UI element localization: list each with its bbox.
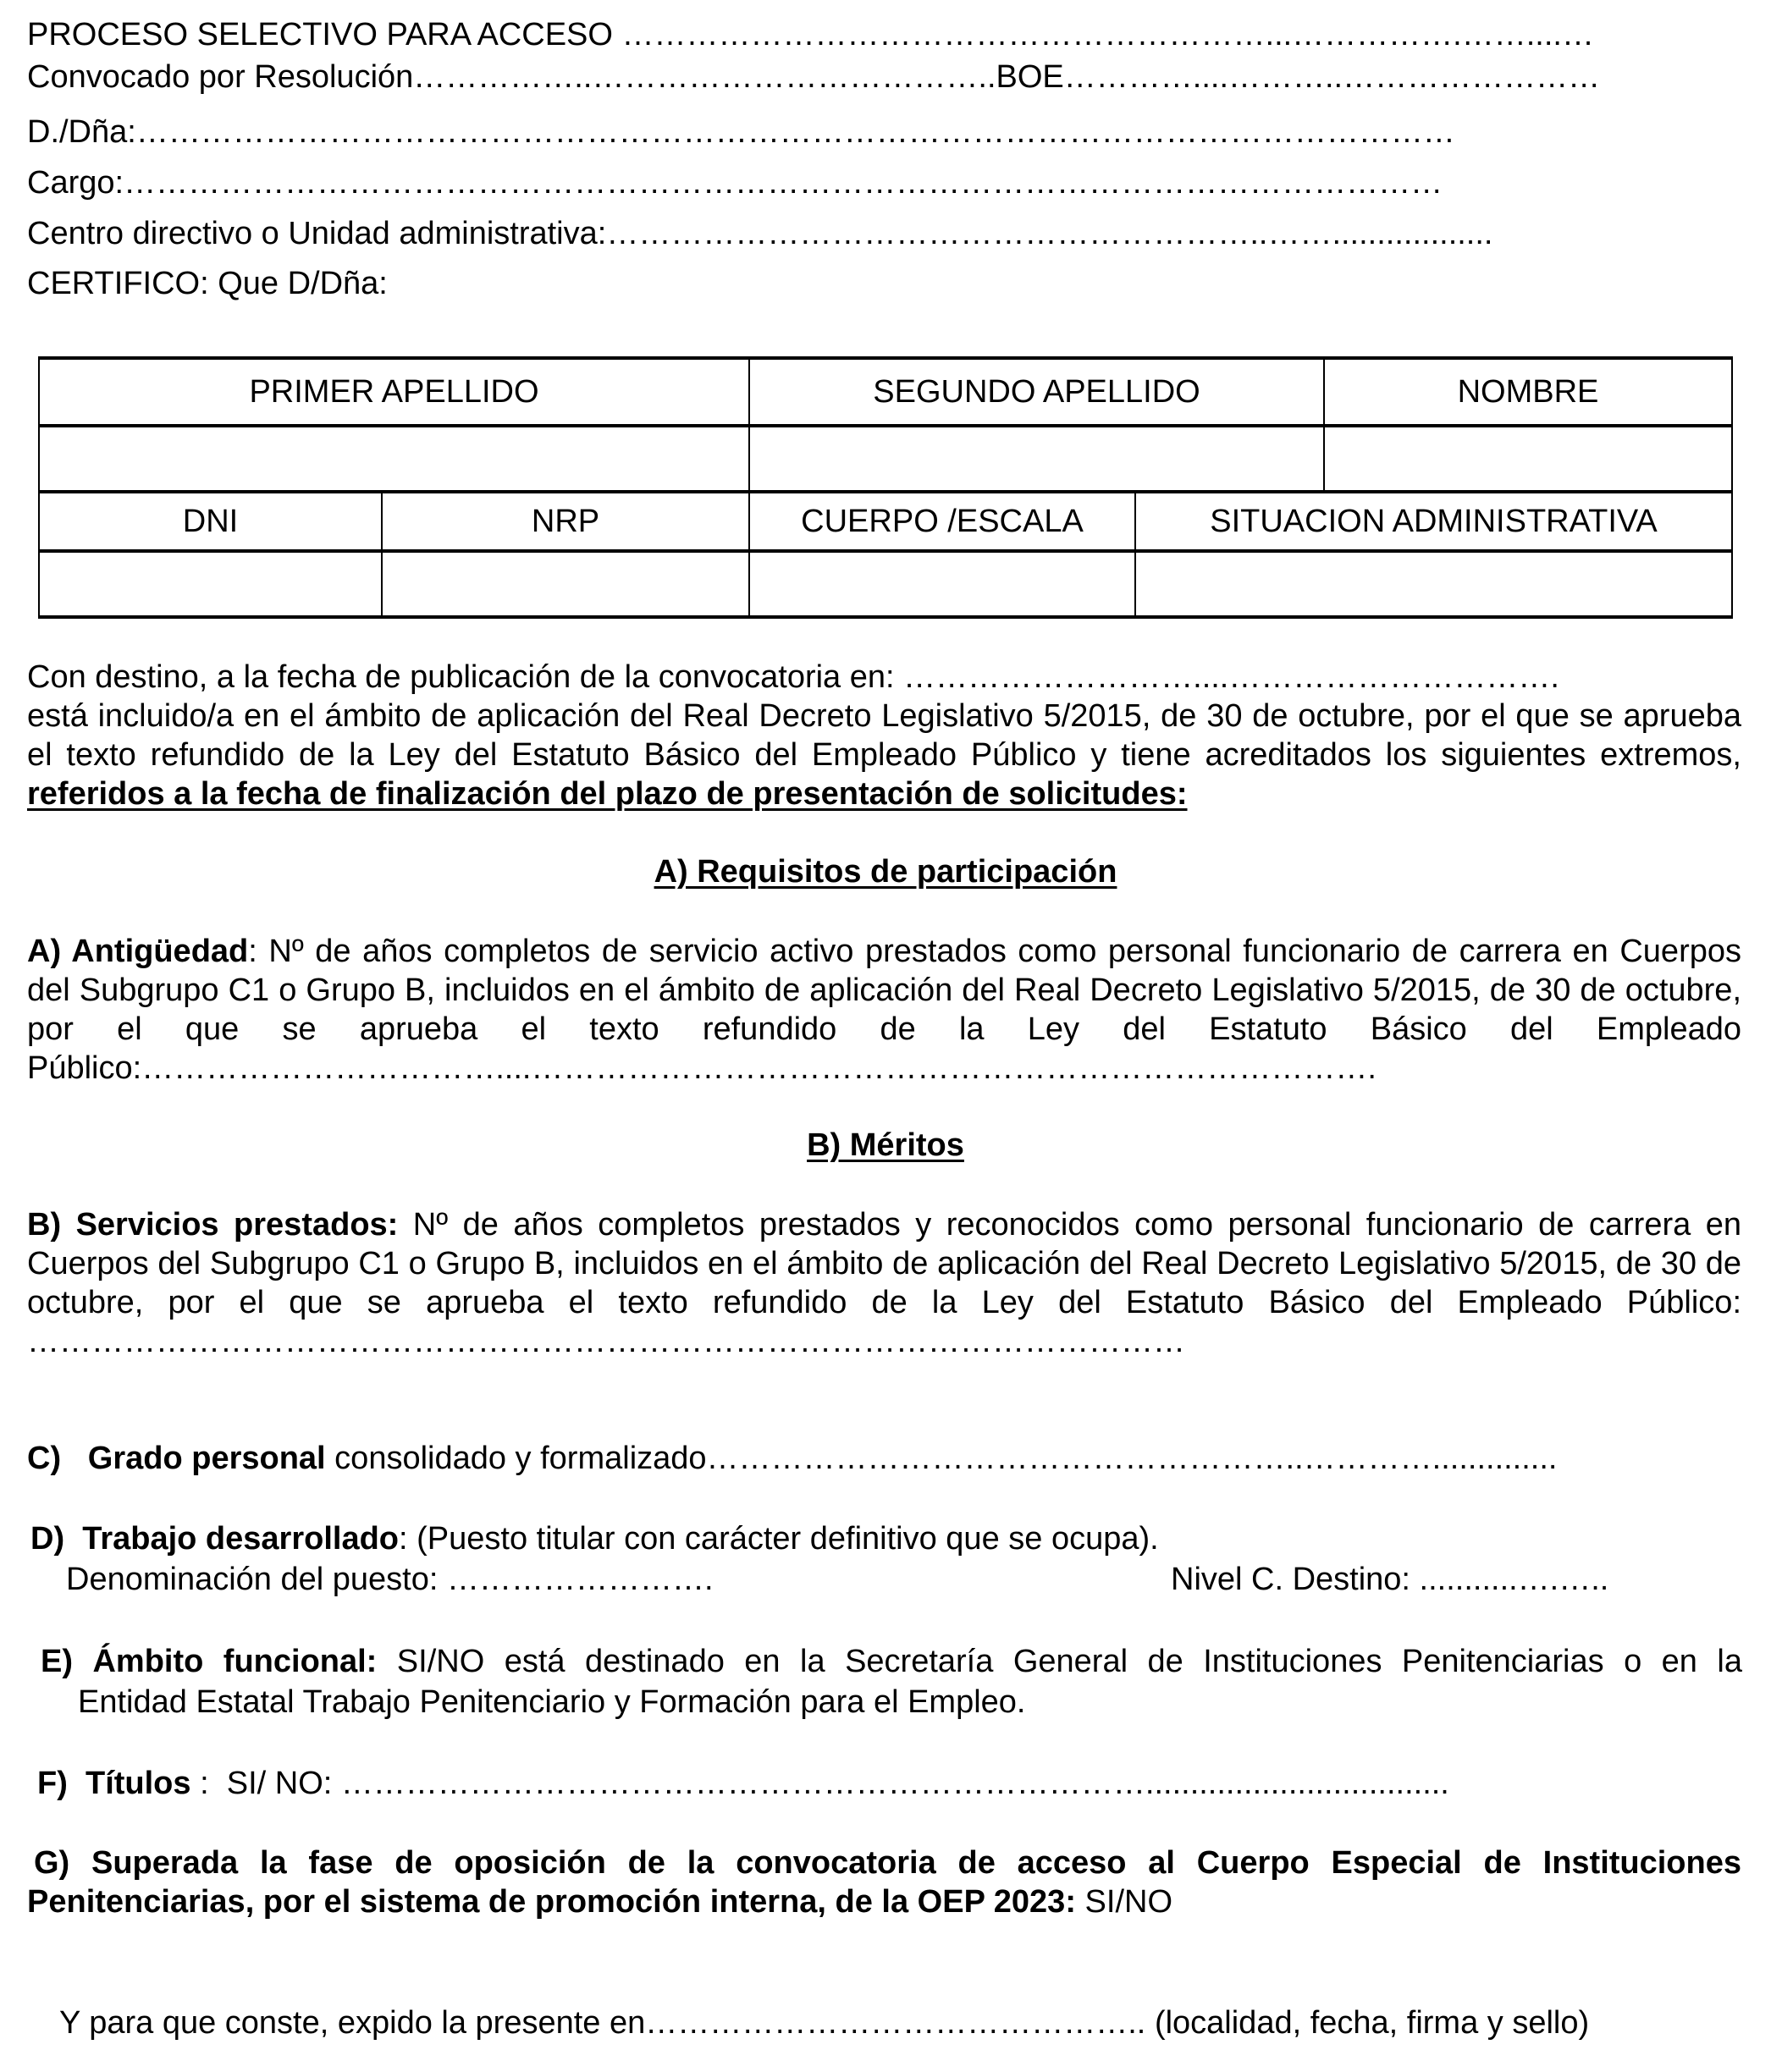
denominacion-field[interactable]: ……………………. bbox=[446, 1562, 714, 1597]
boe-field[interactable]: …………....………..…………………… bbox=[1063, 59, 1601, 95]
grado-label: C) Grado personal bbox=[27, 1441, 326, 1476]
antiguedad-text: : Nº de años completos de servicio activo prestados como personal funcionario de carrera en Cuerpos del Subgrupo C1 o Grupo B, incluidos en el ámbito de aplicación del Real Decreto Legislativo 5/2015, de 30 de octubre, por el que se aprueba el texto refundido de la Ley del Estatuto Básico del Empleado Público: bbox=[27, 934, 1741, 1086]
grado-text: consolidado y formalizado bbox=[325, 1441, 707, 1476]
oposicion-answer[interactable]: SI/NO bbox=[1075, 1884, 1173, 1920]
grado-personal-line bbox=[27, 1439, 1557, 1478]
ambito-text: SI/NO está destinado en la Secretaría General de Instituciones Penitenciarias o en la bbox=[377, 1644, 1742, 1679]
antiguedad-label: A) Antigüedad bbox=[27, 934, 249, 969]
identification-table bbox=[38, 356, 1733, 619]
destino-emphasis: referidos a la fecha de finalización del plazo de presentación de solicitudes: bbox=[27, 776, 1188, 812]
nivel-label: Nivel C. Destino: bbox=[1171, 1562, 1420, 1597]
cargo-label: Cargo: bbox=[27, 165, 124, 201]
header-nrp: NRP bbox=[382, 492, 749, 551]
servicios-text: Nº de años completos prestados y reconocidos como personal funcionario de carrera en Cuerpos del Subgrupo C1 o Grupo B, incluidos en el ámbito de aplicación del Real Decreto Legislativo 5/2015, de 30 de octubre, por el que se aprueba el texto refundido de la Ley del Estatuto Básico del Empleado Público: bbox=[27, 1207, 1741, 1320]
expido-line bbox=[59, 2003, 1589, 2042]
servicios-paragraph bbox=[27, 1205, 1741, 1361]
titulos-label: F) Títulos bbox=[37, 1766, 191, 1801]
servicios-field[interactable]: ……………………………………………………………………………………………… bbox=[27, 1324, 1185, 1359]
ambito-funcional-line bbox=[41, 1642, 1742, 1681]
table-row bbox=[39, 426, 1732, 492]
titulos-field[interactable]: ………………………………………………………………….................................. bbox=[340, 1766, 1449, 1801]
ambito-label: E) Ámbito funcional: bbox=[41, 1644, 378, 1679]
centro-field[interactable]: ……………………………………………………..…….................. bbox=[606, 216, 1493, 251]
destino-paragraph bbox=[27, 697, 1741, 813]
header-nombre: NOMBRE bbox=[1324, 358, 1732, 426]
cargo-field[interactable]: …………………………………………………………………………………………………………… bbox=[124, 165, 1443, 201]
expido-hint: (localidad, fecha, firma y sello) bbox=[1154, 2005, 1590, 2041]
cargo-line bbox=[27, 163, 1443, 202]
nivel-destino-line bbox=[1171, 1560, 1608, 1599]
proceso-selectivo-line bbox=[27, 15, 1594, 54]
trabajo-text: : (Puesto titular con carácter definitivo que se ocupa). bbox=[399, 1521, 1159, 1557]
titulos-line bbox=[37, 1764, 1449, 1803]
header-segundo-apellido: SEGUNDO APELLIDO bbox=[749, 358, 1324, 426]
destino-field[interactable]: ………………………....…………………………. bbox=[894, 659, 1559, 695]
servicios-label: B) Servicios prestados: bbox=[27, 1207, 399, 1243]
expido-field[interactable]: ……………………………………….. bbox=[645, 2005, 1155, 2041]
header-primer-apellido: PRIMER APELLIDO bbox=[39, 358, 749, 426]
certifico-line bbox=[27, 264, 388, 303]
table-header-row bbox=[39, 492, 1732, 551]
centro-label: Centro directivo o Unidad administrativa: bbox=[27, 216, 607, 251]
nrp-cell[interactable] bbox=[382, 551, 749, 617]
dni-cell[interactable] bbox=[39, 551, 382, 617]
proceso-label: PROCESO SELECTIVO PARA ACCESO bbox=[27, 17, 613, 52]
convocado-line bbox=[27, 58, 1600, 96]
ambito-funcional-line-2 bbox=[78, 1683, 1025, 1722]
dna-label: D./Dña: bbox=[27, 114, 136, 150]
header-dni: DNI bbox=[39, 492, 382, 551]
nombre-cell[interactable] bbox=[1324, 426, 1732, 492]
antiguedad-field[interactable]: ……………………………....……………………………………………………………………. bbox=[141, 1050, 1377, 1086]
titulos-text: : SI/ NO: bbox=[190, 1766, 341, 1801]
expido-text: Y para que conste, expido la presente en bbox=[59, 2005, 646, 2041]
dna-line bbox=[27, 113, 1455, 152]
centro-line bbox=[27, 214, 1492, 253]
proceso-field[interactable]: ……………………………………………………...…………….……....… bbox=[612, 17, 1594, 52]
antiguedad-paragraph bbox=[27, 932, 1741, 1088]
section-b-title: B) Méritos bbox=[807, 1127, 964, 1163]
convocado-field[interactable]: ……………..……………………………….. bbox=[413, 59, 996, 95]
trabajo-desarrollado-line bbox=[30, 1519, 1159, 1558]
situacion-administrativa-cell[interactable] bbox=[1135, 551, 1732, 617]
denominacion-label: Denominación del puesto: bbox=[66, 1562, 447, 1597]
nivel-field[interactable]: ...........….….. bbox=[1419, 1562, 1609, 1597]
primer-apellido-cell[interactable] bbox=[39, 426, 749, 492]
header-situacion-administrativa: SITUACION ADMINISTRATIVA bbox=[1135, 492, 1732, 551]
segundo-apellido-cell[interactable] bbox=[749, 426, 1324, 492]
cuerpo-escala-cell[interactable] bbox=[749, 551, 1135, 617]
trabajo-label: D) Trabajo desarrollado bbox=[30, 1521, 399, 1557]
grado-field[interactable]: ………………………………………………..………….............. bbox=[706, 1441, 1558, 1476]
section-a-title: A) Requisitos de participación bbox=[654, 854, 1117, 890]
table-header-row bbox=[39, 358, 1732, 426]
destino-body: está incluido/a en el ámbito de aplicación del Real Decreto Legislativo 5/2015, de 30 de octubre, por el que se aprueba el texto refundido de la Ley del Estatuto Básico del Empleado Público y tiene acreditados los siguientes extremos, bbox=[27, 698, 1741, 773]
destino-label: Con destino, a la fecha de publicación de la convocatoria en: bbox=[27, 659, 895, 695]
dna-field[interactable]: …………………………………………………………………………………………………………… bbox=[135, 114, 1455, 150]
convocado-label: Convocado por Resolución bbox=[27, 59, 414, 95]
boe-label: BOE bbox=[996, 59, 1064, 95]
destino-line bbox=[27, 658, 1559, 697]
oposicion-label: G) Superada la fase de oposición de la convocatoria de acceso al Cuerpo Especial de Instituciones Penitenciarias, por el sistema de promoción interna, de la OEP 2023: bbox=[27, 1845, 1741, 1920]
denominacion-line bbox=[66, 1560, 714, 1599]
header-cuerpo-escala: CUERPO /ESCALA bbox=[749, 492, 1135, 551]
table-row bbox=[39, 551, 1732, 617]
ambito-text-2: Entidad Estatal Trabajo Penitenciario y Formación para el Empleo. bbox=[78, 1684, 1026, 1720]
certifico-label: CERTIFICO: Que D/Dña: bbox=[27, 266, 388, 301]
oposicion-paragraph bbox=[27, 1843, 1741, 1921]
